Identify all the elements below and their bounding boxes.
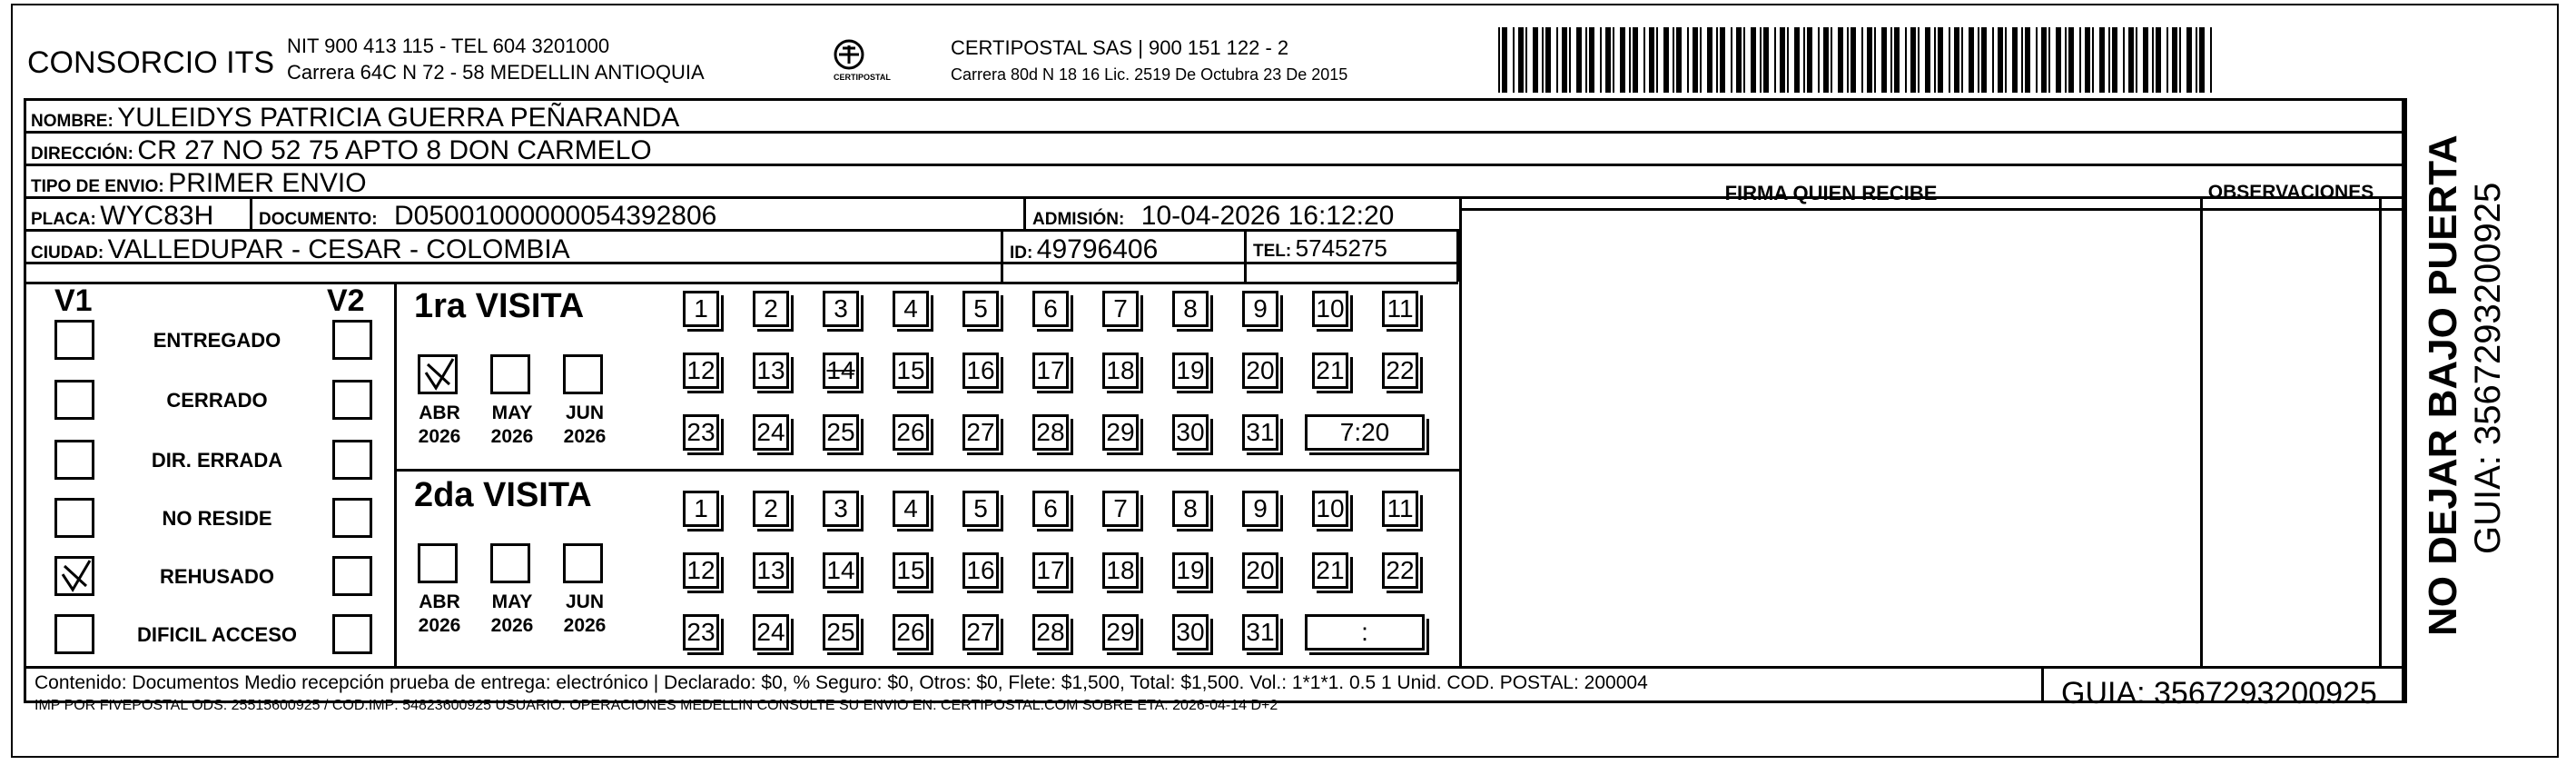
- day-box[interactable]: 31: [1242, 414, 1278, 451]
- status-label: DIFICIL ACCESO: [136, 623, 297, 646]
- day-box[interactable]: 7: [1102, 291, 1139, 327]
- admision-label: ADMISIÓN:: [1032, 210, 1125, 229]
- observaciones-label: OBSERVACIONES: [2207, 182, 2374, 203]
- documento-value: D05001000000054392806: [394, 201, 717, 231]
- footer-line-2: IMP POR FIVEPOSTAL ODS: 25515600925 / COD.IMP: 54823600925 USUARIO: OPERACIONES MEDELLIN CONSULTE SU ENVIO EN: CERTIPOSTAL.COM SOBRE ETA: 2026-04-14 D+2: [35, 698, 1278, 713]
- divider: [1023, 196, 1026, 229]
- day-box[interactable]: 3: [823, 491, 859, 527]
- month-checkbox[interactable]: [418, 354, 458, 394]
- day-box[interactable]: 29: [1102, 414, 1139, 451]
- day-box[interactable]: 16: [962, 353, 999, 389]
- v2-checkbox[interactable]: [332, 320, 372, 360]
- day-box[interactable]: 16: [962, 552, 999, 589]
- documento-label: DOCUMENTO:: [259, 210, 378, 229]
- day-box[interactable]: 11: [1382, 291, 1418, 327]
- day-box[interactable]: 11: [1382, 491, 1418, 527]
- v2-checkbox[interactable]: [332, 614, 372, 654]
- tel-row: [1253, 234, 1387, 263]
- month-checkbox[interactable]: [418, 543, 458, 583]
- day-box[interactable]: 13: [753, 353, 789, 389]
- footer-line-1: Contenido: Documentos Medio recepción prueba de entrega: electrónico | Declarado: $0, % Seguro: $0, Otros: $0, Flete: $1,500, Total: $1,500. Vol.: 1*1*1. 0.5 1 Unid. COD. POSTAL: 200004: [35, 672, 1648, 693]
- month-checkbox[interactable]: [490, 354, 530, 394]
- day-box[interactable]: 25: [823, 414, 859, 451]
- day-box[interactable]: 17: [1032, 353, 1069, 389]
- firma-label: FIRMA QUIEN RECIBE: [1724, 182, 1938, 204]
- check-mark-icon: [420, 357, 455, 392]
- day-box[interactable]: 14: [823, 552, 859, 589]
- id-value: 49796406: [1036, 234, 1159, 264]
- year-label: 2026: [418, 426, 461, 447]
- status-label: CERRADO: [166, 389, 268, 412]
- day-box[interactable]: 22: [1382, 552, 1418, 589]
- day-box[interactable]: 26: [893, 414, 929, 451]
- v1-checkbox[interactable]: [54, 440, 94, 480]
- id-label: ID:: [1010, 243, 1033, 263]
- v1-checkbox[interactable]: [54, 498, 94, 538]
- nombre-value: YULEIDYS PATRICIA GUERRA PEÑARANDA: [117, 103, 680, 133]
- day-box[interactable]: 19: [1172, 353, 1209, 389]
- divider: [394, 469, 1462, 472]
- divider: [1456, 229, 1459, 282]
- divider: [2379, 196, 2382, 666]
- company-nit: NIT 900 413 115 - TEL 604 3201000: [287, 35, 610, 57]
- v2-checkbox[interactable]: [332, 556, 372, 596]
- documento-row: [259, 201, 716, 232]
- side-guia: GUIA: 3567293200925: [2468, 182, 2508, 554]
- month-checkbox[interactable]: [563, 354, 603, 394]
- placa-label: PLACA:: [31, 210, 96, 229]
- year-label: 2026: [418, 615, 461, 636]
- day-box[interactable]: 12: [683, 552, 719, 589]
- day-box[interactable]: 22: [1382, 353, 1418, 389]
- divider: [24, 666, 2404, 669]
- v1-label: V1: [54, 283, 93, 318]
- day-box[interactable]: 7: [1102, 491, 1139, 527]
- nombre-row: [31, 103, 679, 134]
- tipo-row: [31, 168, 367, 199]
- placa-row: [31, 201, 213, 232]
- month-label: ABR: [419, 402, 460, 423]
- month-label: JUN: [565, 402, 604, 423]
- day-box[interactable]: 23: [683, 614, 719, 651]
- day-box[interactable]: 30: [1172, 414, 1209, 451]
- day-box[interactable]: 1: [683, 291, 719, 327]
- day-box[interactable]: 8: [1172, 291, 1209, 327]
- tipo-label: TIPO DE ENVIO:: [31, 177, 164, 196]
- month-label: JUN: [565, 591, 604, 612]
- footer-guia: GUIA: 3567293200925: [2061, 676, 2377, 710]
- divider: [2041, 666, 2044, 703]
- status-label: REHUSADO: [160, 565, 274, 588]
- certipostal-logo-text: CERTIPOSTAL: [834, 73, 891, 82]
- day-box[interactable]: 14: [823, 353, 859, 389]
- year-label: 2026: [563, 615, 607, 636]
- day-box[interactable]: 5: [962, 291, 999, 327]
- company-name: CONSORCIO ITS: [27, 45, 275, 80]
- ciudad-row: [31, 234, 570, 265]
- tel-value: 5745275: [1295, 234, 1387, 262]
- month-label: MAY: [491, 402, 533, 423]
- direccion-label: DIRECCIÓN:: [31, 144, 133, 164]
- id-row: [1010, 234, 1158, 265]
- divider: [1462, 208, 2404, 211]
- ciudad-label: CIUDAD:: [31, 243, 104, 263]
- month-label: ABR: [419, 591, 460, 612]
- visit2-title: 2da VISITA: [414, 476, 592, 514]
- time-box[interactable]: :: [1305, 614, 1425, 651]
- day-box[interactable]: 19: [1172, 552, 1209, 589]
- v1-checkbox[interactable]: [54, 380, 94, 420]
- check-mark-icon: [57, 559, 92, 593]
- v2-checkbox[interactable]: [332, 498, 372, 538]
- placa-value: WYC83H: [100, 201, 214, 231]
- divider: [1244, 229, 1247, 282]
- day-box[interactable]: 24: [753, 414, 789, 451]
- tel-label: TEL:: [1253, 242, 1292, 261]
- v1-checkbox[interactable]: [54, 556, 94, 596]
- day-box[interactable]: 31: [1242, 614, 1278, 651]
- day-box[interactable]: 13: [753, 552, 789, 589]
- direccion-row: [31, 135, 652, 166]
- day-box[interactable]: 21: [1312, 353, 1348, 389]
- divider: [1001, 229, 1003, 282]
- day-box[interactable]: 9: [1242, 291, 1278, 327]
- day-box[interactable]: 23: [683, 414, 719, 451]
- year-label: 2026: [490, 426, 534, 447]
- day-box[interactable]: 25: [823, 614, 859, 651]
- day-box[interactable]: 6: [1032, 291, 1069, 327]
- day-box[interactable]: 15: [893, 552, 929, 589]
- status-label: NO RESIDE: [162, 507, 272, 530]
- day-box[interactable]: 15: [893, 353, 929, 389]
- certipostal-info-1: CERTIPOSTAL SAS | 900 151 122 - 2: [951, 36, 1289, 59]
- no-dejar-bajo-puerta: NO DEJAR BAJO PUERTA: [2421, 134, 2465, 636]
- direccion-value: CR 27 NO 52 75 APTO 8 DON CARMELO: [137, 135, 652, 165]
- ciudad-value: VALLEDUPAR - CESAR - COLOMBIA: [107, 234, 570, 264]
- divider: [2200, 196, 2203, 666]
- day-box[interactable]: 21: [1312, 552, 1348, 589]
- day-box[interactable]: 28: [1032, 614, 1069, 651]
- day-box[interactable]: 5: [962, 491, 999, 527]
- day-box[interactable]: 2: [753, 491, 789, 527]
- day-box[interactable]: 2: [753, 291, 789, 327]
- v2-checkbox[interactable]: [332, 380, 372, 420]
- day-box[interactable]: 20: [1242, 552, 1278, 589]
- status-label: DIR. ERRADA: [151, 449, 283, 472]
- day-box[interactable]: 27: [962, 414, 999, 451]
- v1-checkbox[interactable]: [54, 320, 94, 360]
- month-checkbox[interactable]: [563, 543, 603, 583]
- divider: [24, 282, 1458, 284]
- day-box[interactable]: 29: [1102, 614, 1139, 651]
- company-address: Carrera 64C N 72 - 58 MEDELLIN ANTIOQUIA: [287, 61, 705, 84]
- divider: [2404, 98, 2407, 703]
- day-box[interactable]: 4: [893, 491, 929, 527]
- v2-checkbox[interactable]: [332, 440, 372, 480]
- divider: [394, 282, 397, 666]
- day-box[interactable]: 10: [1312, 291, 1348, 327]
- v1-checkbox[interactable]: [54, 614, 94, 654]
- admision-row: [1032, 201, 1394, 232]
- year-label: 2026: [490, 615, 534, 636]
- day-box[interactable]: 18: [1102, 552, 1139, 589]
- v2-label: V2: [327, 283, 365, 318]
- divider: [1459, 196, 1462, 666]
- day-box[interactable]: 18: [1102, 353, 1139, 389]
- time-box[interactable]: 7:20: [1305, 414, 1425, 451]
- admision-value: 10-04-2026 16:12:20: [1140, 201, 1395, 231]
- day-box[interactable]: 6: [1032, 491, 1069, 527]
- day-box[interactable]: 24: [753, 614, 789, 651]
- day-box[interactable]: 20: [1242, 353, 1278, 389]
- year-label: 2026: [563, 426, 607, 447]
- day-box[interactable]: 3: [823, 291, 859, 327]
- day-box[interactable]: 4: [893, 291, 929, 327]
- tipo-value: PRIMER ENVIO: [168, 168, 367, 198]
- day-box[interactable]: 1: [683, 491, 719, 527]
- nombre-label: NOMBRE:: [31, 112, 114, 131]
- month-checkbox[interactable]: [490, 543, 530, 583]
- month-label: MAY: [491, 591, 533, 612]
- visit1-title: 1ra VISITA: [414, 287, 585, 325]
- certipostal-info-2: Carrera 80d N 18 16 Lic. 2519 De Octubra 23 De 2015: [951, 65, 1348, 84]
- day-box[interactable]: 30: [1172, 614, 1209, 651]
- day-box[interactable]: 12: [683, 353, 719, 389]
- divider: [250, 196, 252, 229]
- day-box[interactable]: 17: [1032, 552, 1069, 589]
- day-box[interactable]: 8: [1172, 491, 1209, 527]
- day-box[interactable]: 28: [1032, 414, 1069, 451]
- day-box[interactable]: 9: [1242, 491, 1278, 527]
- day-box[interactable]: 10: [1312, 491, 1348, 527]
- day-box[interactable]: 27: [962, 614, 999, 651]
- day-box[interactable]: 26: [893, 614, 929, 651]
- status-label: ENTREGADO: [153, 329, 281, 352]
